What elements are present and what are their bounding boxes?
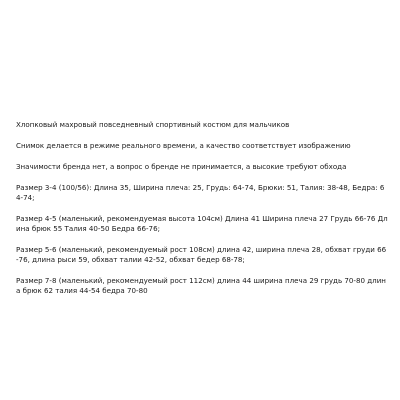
brand-note: Значимости бренда нет, а вопрос о бренде не принимается, а высокие требуют обхода <box>16 162 347 171</box>
size-4-5-spec: Размер 4-5 (маленький, рекомендуемая высота 104см) Длина 41 Ширина плеча 27 Грудь 66-76 Длина брюк 55 Талия 40-50 Бедра 66-76; <box>16 214 388 233</box>
realtime-note: Снимок делается в режиме реального времени, а качество соответствует изображению <box>16 141 351 150</box>
size-3-4-spec: Размер 3-4 (100/56): Длина 35, Ширина плеча: 25, Грудь: 64-74, Брюки: 51, Талия: 38-48, Бедра: 64-74; <box>16 183 385 202</box>
product-description <box>16 120 388 296</box>
size-7-8-spec: Размер 7-8 (маленький, рекомендуемый рост 112см) длина 44 ширина плеча 29 грудь 70-80 длина брюк 62 талия 44-54 бедра 70-80 <box>16 276 386 295</box>
size-5-6-spec: Размер 5-6 (маленький, рекомендуемый рост 108см) длина 42, ширина плеча 28, обхват груди 66-76, длина рыси 59, обхват талии 42-52, обхват бедер 68-78; <box>16 245 387 264</box>
product-title: Хлопковый махровый повседневный спортивный костюм для мальчиков <box>16 120 290 129</box>
